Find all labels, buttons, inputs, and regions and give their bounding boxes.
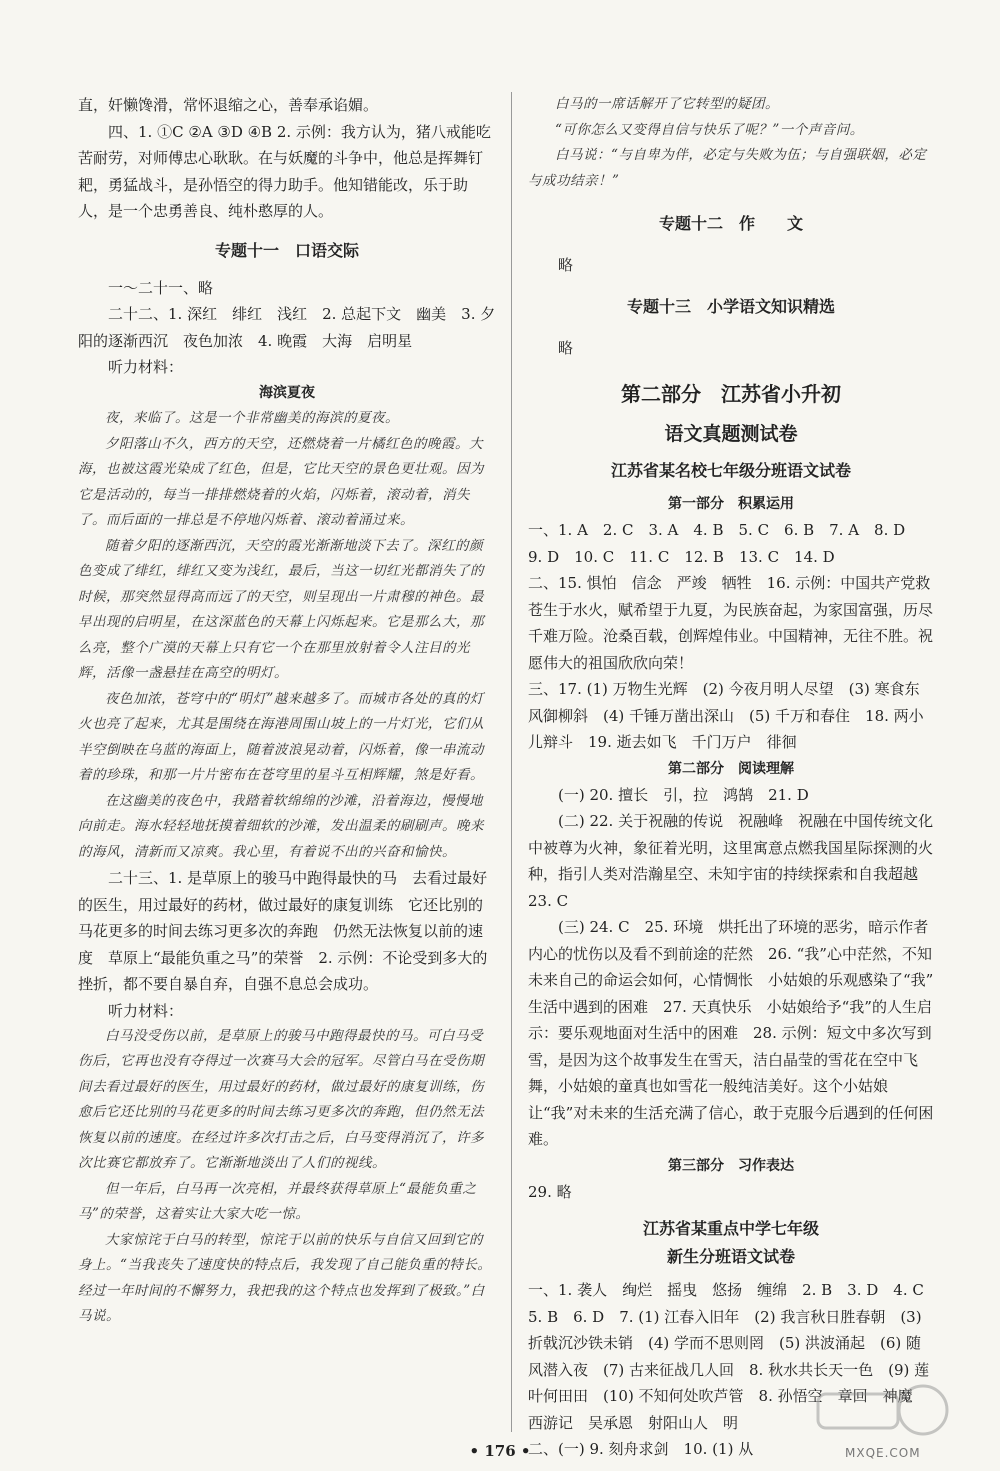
section-heading: 专题十三 小学语文知识精选	[626, 296, 835, 316]
column-divider	[511, 92, 512, 1432]
listening-text: “可你怎么又变得自信与快乐了呢？”一个声音问。	[555, 121, 864, 138]
watermark-text: MXQE.COM	[845, 1446, 921, 1460]
listening-label: 听力材料：	[108, 1001, 184, 1020]
answer-text: 29. 略	[528, 1182, 572, 1201]
answer-text: 三、17. (1) 万物生光辉 (2) 今夜月明人尽望 (3) 寒食东风御柳斜 (4) 千锤万凿出深山 (5) 千万和春住 18. 两小儿辩斗 19. 逝去如飞 千门万户 徘徊	[528, 680, 924, 751]
exam-title: 江苏省某名校七年级分班语文试卷	[610, 461, 851, 480]
listening-text: 夜色加浓，苍穹中的“明灯”越来越多了。而城市各处的真的灯火也亮了起来，尤其是围绕在海港周围山坡上的一片灯光，它们从半空倒映在乌蓝的海面上，随着波浪晃动着，闪烁着，像一串流动着的珍珠，和那一片片密布在苍穹里的星斗互相辉耀，煞是好看。	[78, 690, 484, 783]
part-label: 第三部分 习作表达	[668, 1157, 794, 1174]
article-title: 海滨夏夜	[259, 385, 315, 401]
part-label: 第一部分 积累运用	[668, 496, 794, 512]
answer-text: 二十二、1. 深红 绯红 浅红 2. 总起下文 幽美 3. 夕阳的逐渐西沉 夜色加浓 4. 晚霞 大海 启明星	[78, 305, 496, 350]
answer-text: 四、1. ①C ②A ③D ④B 2. 示例：我方认为，猪八戒能吃苦耐劳，对师傅忠心耿耿。在与妖魔的斗争中，他总是挥舞钉耙，勇猛战斗，是孙悟空的得力助手。他知错能改，乐于助人，是一个忠勇善良、纯朴憨厚的人。	[78, 122, 491, 220]
answer-text: 直，奸懒馋滑，常怀退缩之心，善奉承谄媚。	[78, 96, 379, 114]
answer-text: 略	[558, 256, 574, 274]
listening-text: 夜，来临了。这是一个非常幽美的海滨的夏夜。	[105, 410, 399, 426]
answer-text: (三) 24. C 25. 环境 烘托出了环境的恶劣，暗示作者内心的忧伤以及看不到前途的茫然 26. “我”心中茫然，不知未来自己的命运会如何，心情惆怅 小姑娘的乐观感染了“我” 生活中遇到的困难 27. 天真快乐 小姑娘给予“我”的人生启示：要乐观地面对生活中的困难 28. 示例：短文中多次写到雪，是因为这个故事发生在雪天，洁白晶莹的雪花在空中飞舞，小姑娘的童真也如雪花一般纯洁美好。这个小姑娘让“我”对未来的生活充满了信心，敢于克服今后遇到的任何困难。	[528, 918, 949, 1148]
exam-title: 江苏省某重点中学七年级	[642, 1219, 819, 1238]
listening-text: 白马没受伤以前，是草原上的骏马中跑得最快的马。可白马受伤后，它再也没有夺得过一次赛马大会的冠军。尽管白马在受伤期间去看过最好的医生，用过最好的药材，做过最好的康复训练，伤愈后它还比别的马花更多的时间去练习更多次的奔跑，但仍然无法恢复以前的速度。在经过许多次打击之后，白马变得消沉了，许多次比赛它都放弃了。它渐渐地淡出了人们的视线。	[78, 1027, 484, 1171]
page-number: • 176 •	[469, 1442, 531, 1460]
listening-text: 在这幽美的夜色中，我踏着软绵绵的沙滩，沿着海边，慢慢地向前走。海水轻轻地抚摸着细软的沙滩，发出温柔的刷刷声。晚来的海风，清新而又凉爽。我心里，有着说不出的兴奋和愉快。	[78, 792, 484, 860]
answer-text: 略	[558, 338, 574, 357]
answer-text: 一～二十一、略	[108, 278, 214, 297]
right-column	[528, 92, 949, 1463]
section-heading: 专题十一 口语交际	[214, 240, 359, 260]
answer-text: 二、15. 惧怕 信念 严竣 牺牲 16. 示例：中国共产党救苍生于水火，赋希望于九夏，为民族奋起，为家国富强，历尽千难万险。沧桑百载，创辉煌伟业。中国精神，无往不胜。祝愿伟大的祖国欣欣向荣！	[528, 574, 934, 672]
section-heading: 专题十二 作 文	[658, 214, 803, 233]
listening-text: 白马说：“与自卑为伴，必定与失败为伍；与自强联姻，必定与成功结亲！”	[528, 147, 927, 189]
listening-text: 但一年后，白马再一次亮相，并最终获得草原上“最能负重之马”的荣誉，这着实让大家大吃一惊。	[78, 1180, 477, 1222]
listening-text: 夕阳落山不久，西方的天空，还燃烧着一片橘红色的晚霞。大海，也被这霞光染成了红色，但是，它比天空的景色更壮观。因为它是活动的，每当一排排燃烧着的火焰，闪烁着，滚动着，消失了。而后面的一排总是不停地闪烁着、滚动着涌过来。	[78, 435, 484, 528]
left-column	[78, 92, 496, 1330]
answer-text: (二) 22. 关于祝融的传说 祝融峰 祝融在中国传统文化中被尊为火神，象征着光明，这里寓意点燃我国星际探测的火种，指引人类对浩瀚星空、未知宇宙的持续探索和自我超越 23. C	[528, 812, 934, 910]
exam-title: 新生分班语文试卷	[666, 1247, 795, 1266]
part-subheading: 语文真题测试卷	[664, 423, 798, 445]
answer-text: (一) 20. 擅长 引，拉 鸿鹄 21. D	[558, 785, 809, 804]
answer-text: 二、(一) 9. 刻舟求剑 10. (1) 从	[528, 1440, 754, 1458]
listening-text: 白马的一席话解开了它转型的疑团。	[555, 96, 779, 112]
listening-label: 听力材料：	[108, 358, 184, 376]
part-heading: 第二部分 江苏省小升初	[621, 382, 841, 406]
answer-text: 一、1. 袭人 绚烂 摇曳 悠扬 缠绵 2. B 3. D 4. C 5. B 6. D 7. (1) 江春入旧年 (2) 我言秋日胜春朝 (3) 折戟沉沙铁未销 (4) 学而不思则罔 (5) 洪波涌起 (6) 随风潜入夜 (7) 古来征战几人回 8. 秋水共长天一色 (9) 莲叶何田田 (10) 不知何处吹芦管 8. 孙悟空 章回 神魔 西游记 吴承恩 射阳山人 明	[528, 1281, 939, 1432]
answer-text: 一、1. A 2. C 3. A 4. B 5. C 6. B 7. A 8. D 9. D 10. C 11. C 12. B 13. C 14. D	[528, 521, 921, 566]
listening-text: 大家惊诧于白马的转型，惊诧于以前的快乐与自信又回到它的身上。“当我丧失了速度快的特点后，我发现了自己能负重的特长。经过一年时间的不懈努力，我把我的这个特点也发挥到了极致。”白马说。	[78, 1231, 492, 1324]
answer-text: 二十三、1. 是草原上的骏马中跑得最快的马 去看过最好的医生，用过最好的药材，做过最好的康复训练 它还比别的马花更多的时间去练习更多次的奔跑 仍然无法恢复以前的速度 草原上“最能负重之马”的荣誉 2. 示例：不论受到多大的挫折，都不要自暴自弃，自强不息总会成功。	[78, 869, 488, 993]
watermark-logo-icon	[808, 1382, 958, 1452]
listening-text: 随着夕阳的逐渐西沉，天空的霞光渐渐地淡下去了。深红的颜色变成了绯红，绯红又变为浅红，最后，当这一切红光都消失了的时候，那突然显得高而远了的天空，则呈现出一片肃穆的神色。最早出现的启明星，在这深蓝色的天幕上闪烁起来。它是那么大，那么亮，整个广漠的天幕上只有它一个在那里放射着令人注目的光辉，活像一盏悬挂在高空的明灯。	[78, 537, 484, 681]
part-label: 第二部分 阅读理解	[668, 760, 794, 777]
